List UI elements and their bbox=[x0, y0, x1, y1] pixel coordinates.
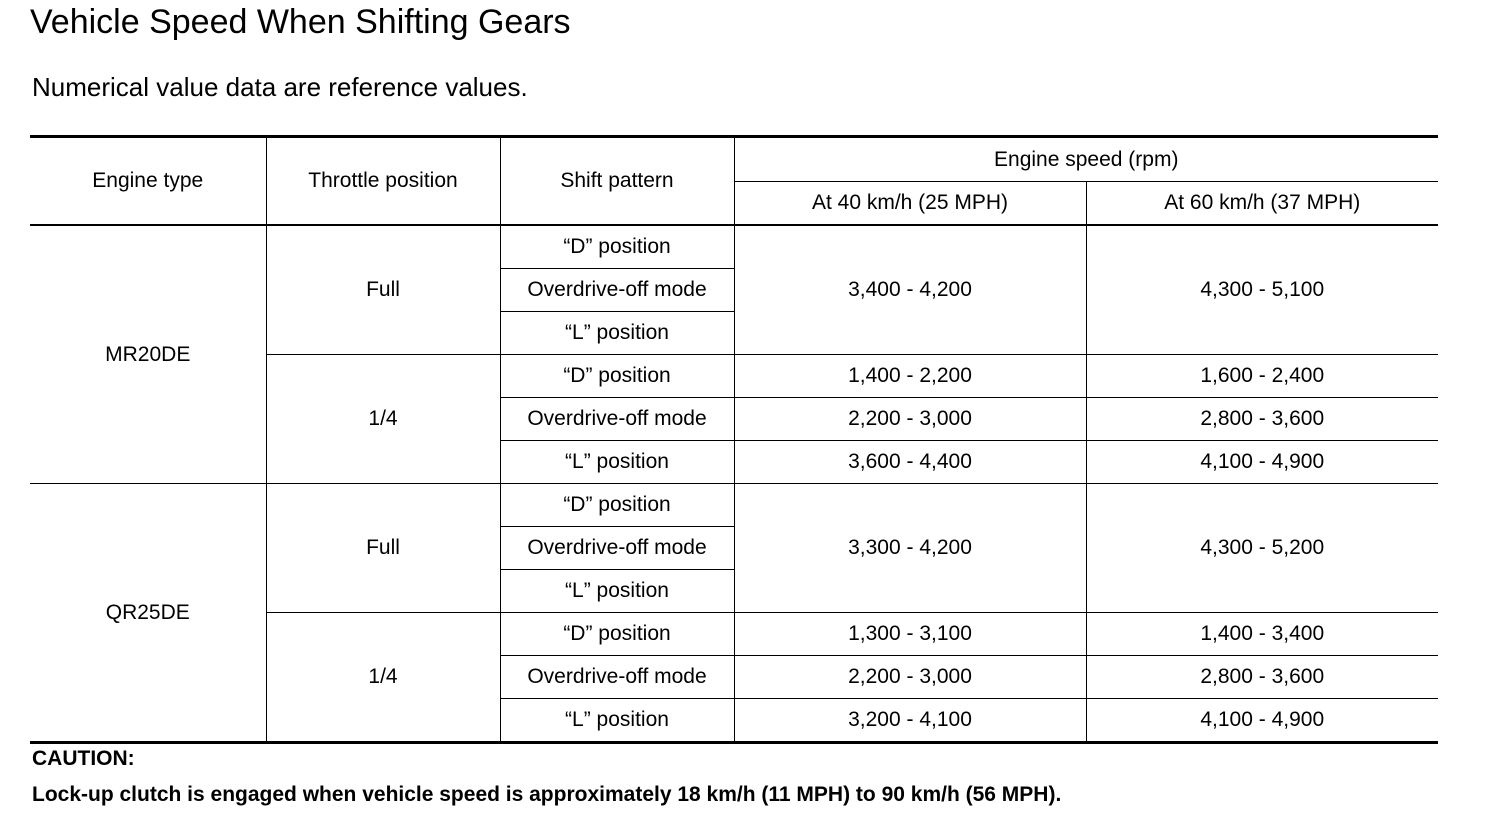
speed-60-cell: 4,300 - 5,100 bbox=[1086, 225, 1438, 355]
speed-60-cell: 4,300 - 5,200 bbox=[1086, 484, 1438, 613]
speed-40-cell: 3,400 - 4,200 bbox=[734, 225, 1086, 355]
shift-pattern-cell: “L” position bbox=[500, 570, 734, 613]
header-at-40: At 40 km/h (25 MPH) bbox=[734, 182, 1086, 226]
speed-60-cell: 4,100 - 4,900 bbox=[1086, 441, 1438, 484]
header-engine-speed: Engine speed (rpm) bbox=[734, 137, 1438, 182]
shift-pattern-cell: “L” position bbox=[500, 699, 734, 743]
shift-pattern-cell: “L” position bbox=[500, 441, 734, 484]
table-row bbox=[30, 225, 1438, 269]
shift-pattern-cell: Overdrive-off mode bbox=[500, 269, 734, 312]
speed-40-cell: 3,600 - 4,400 bbox=[734, 441, 1086, 484]
speed-40-cell: 2,200 - 3,000 bbox=[734, 398, 1086, 441]
header-at-60: At 60 km/h (37 MPH) bbox=[1086, 182, 1438, 226]
speed-60-cell: 2,800 - 3,600 bbox=[1086, 656, 1438, 699]
shift-pattern-cell: “D” position bbox=[500, 225, 734, 269]
shift-speed-table bbox=[30, 135, 1438, 744]
shift-pattern-cell: “D” position bbox=[500, 613, 734, 656]
shift-pattern-cell: Overdrive-off mode bbox=[500, 398, 734, 441]
header-shift-pattern: Shift pattern bbox=[500, 137, 734, 226]
shift-pattern-cell: Overdrive-off mode bbox=[500, 656, 734, 699]
speed-60-cell: 4,100 - 4,900 bbox=[1086, 699, 1438, 743]
speed-60-cell: 1,400 - 3,400 bbox=[1086, 613, 1438, 656]
caution-text: Lock-up clutch is engaged when vehicle speed is approximately 18 km/h (11 MPH) to 90 km/h (56 MPH). bbox=[32, 783, 1062, 806]
table-header-row bbox=[30, 137, 1438, 182]
header-engine-type: Engine type bbox=[30, 137, 266, 226]
throttle-cell: Full bbox=[266, 225, 500, 355]
header-throttle-position: Throttle position bbox=[266, 137, 500, 226]
shift-pattern-cell: Overdrive-off mode bbox=[500, 527, 734, 570]
speed-60-cell: 2,800 - 3,600 bbox=[1086, 398, 1438, 441]
speed-40-cell: 3,300 - 4,200 bbox=[734, 484, 1086, 613]
speed-40-cell: 3,200 - 4,100 bbox=[734, 699, 1086, 743]
shift-pattern-cell: “L” position bbox=[500, 312, 734, 355]
shift-pattern-cell: “D” position bbox=[500, 355, 734, 398]
engine-type-cell: MR20DE bbox=[30, 225, 266, 484]
speed-40-cell: 2,200 - 3,000 bbox=[734, 656, 1086, 699]
page-title: Vehicle Speed When Shifting Gears bbox=[30, 3, 571, 41]
throttle-cell: Full bbox=[266, 484, 500, 613]
speed-60-cell: 1,600 - 2,400 bbox=[1086, 355, 1438, 398]
caution-label: CAUTION: bbox=[32, 747, 135, 770]
reference-note: Numerical value data are reference values. bbox=[32, 72, 528, 102]
table-row bbox=[30, 484, 1438, 527]
throttle-cell: 1/4 bbox=[266, 355, 500, 484]
throttle-cell: 1/4 bbox=[266, 613, 500, 743]
shift-pattern-cell: “D” position bbox=[500, 484, 734, 527]
speed-40-cell: 1,300 - 3,100 bbox=[734, 613, 1086, 656]
engine-type-cell: QR25DE bbox=[30, 484, 266, 743]
speed-40-cell: 1,400 - 2,200 bbox=[734, 355, 1086, 398]
